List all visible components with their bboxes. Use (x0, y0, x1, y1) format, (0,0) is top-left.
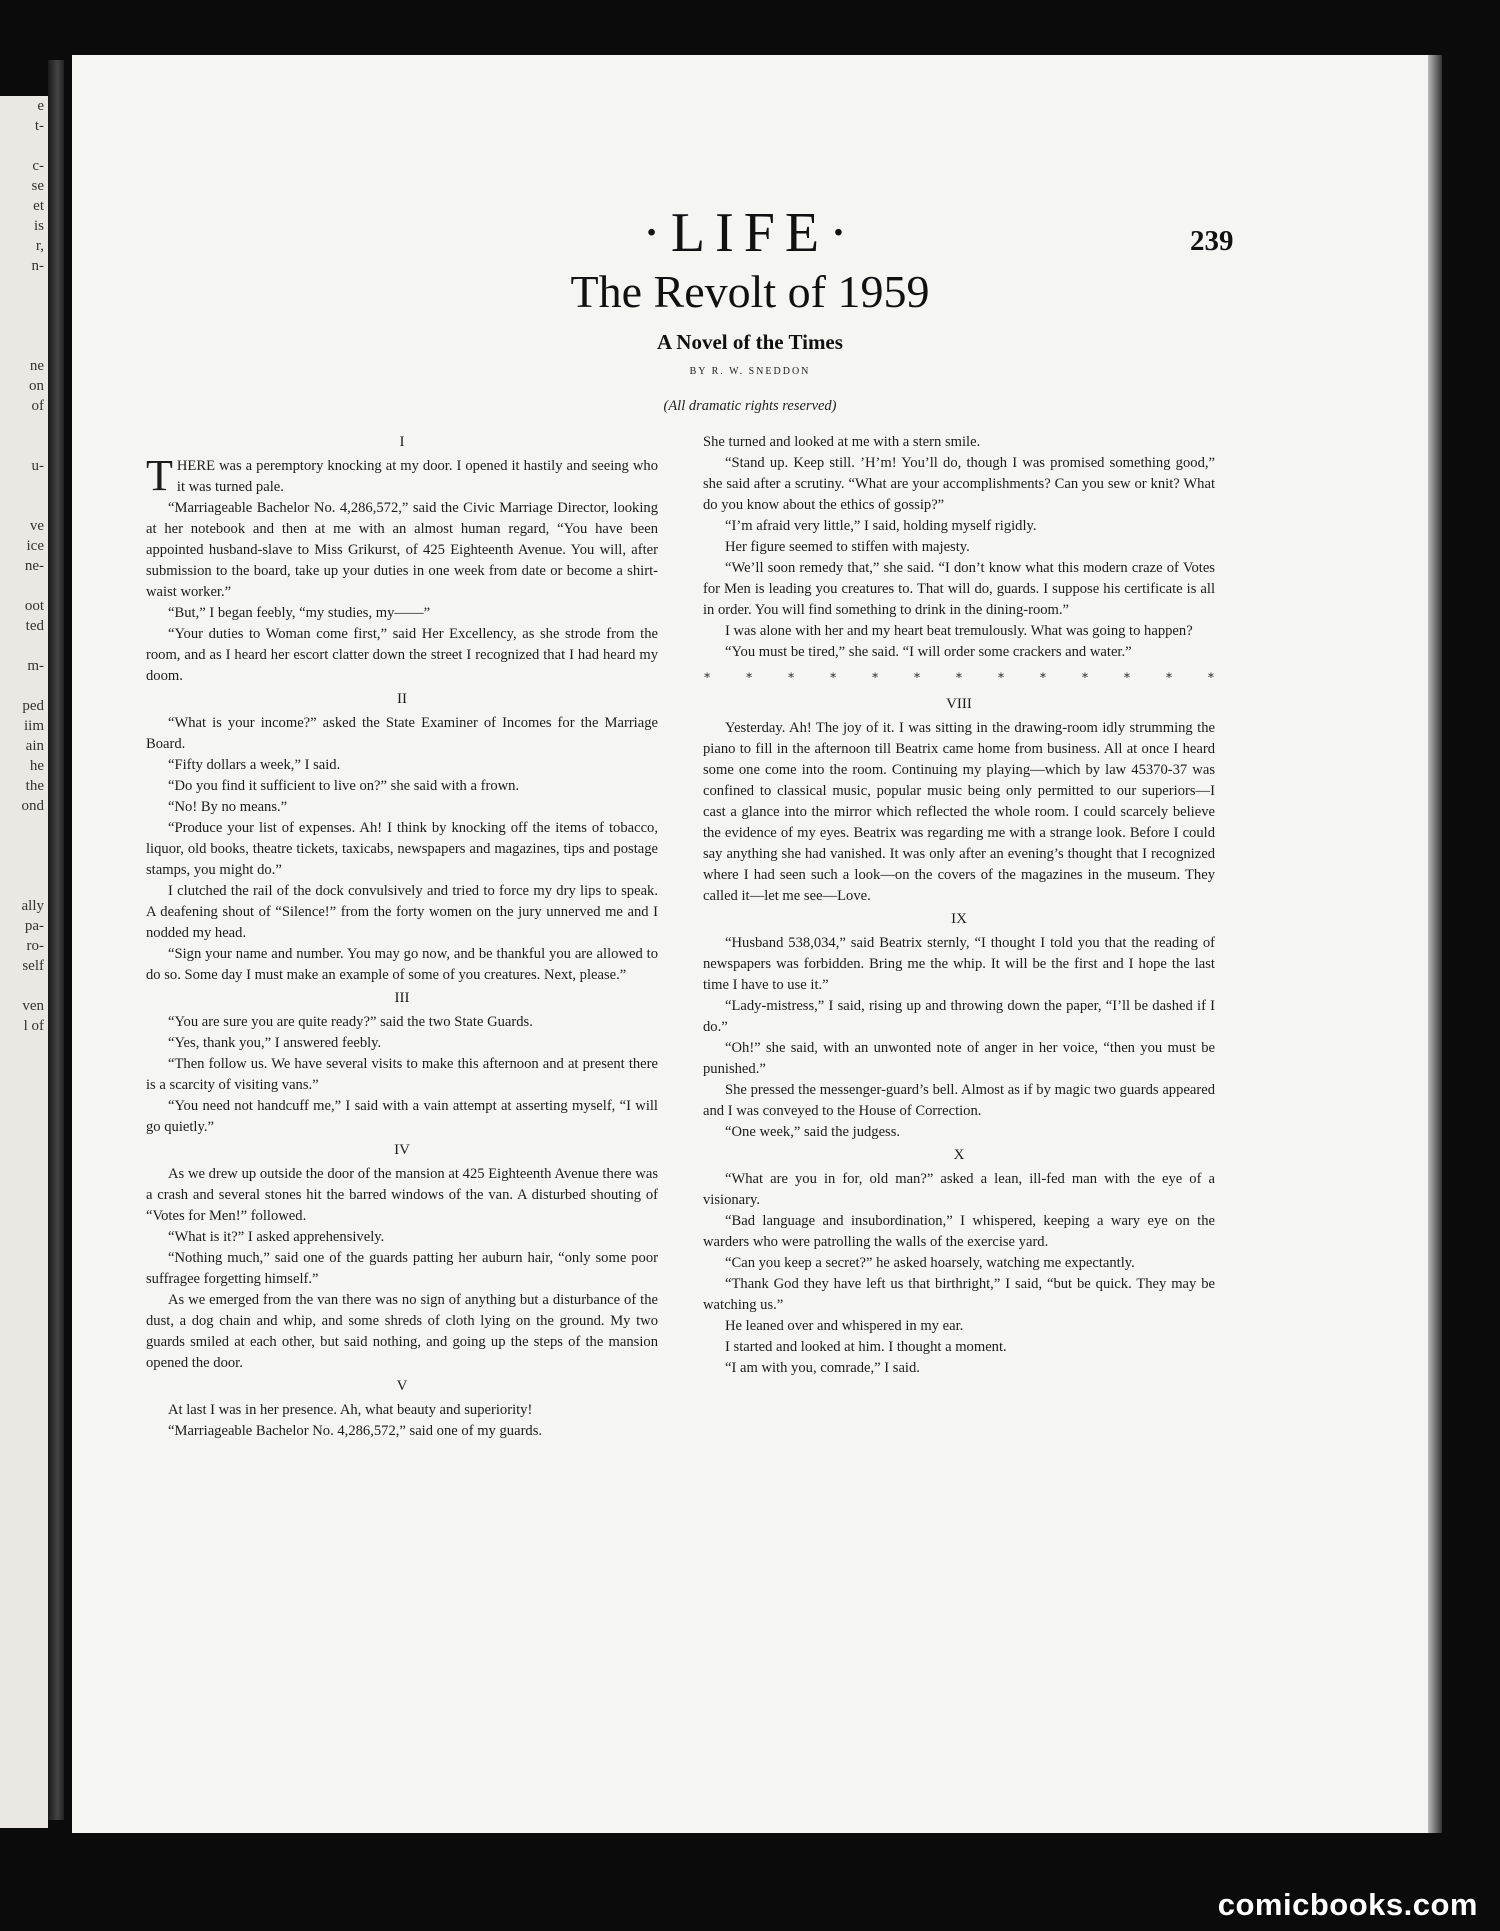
paragraph: “Oh!” she said, with an unwonted note of anger in her voice, “then you must be punished.” (703, 1040, 1215, 1077)
facing-page-fragment: ro- (26, 938, 44, 954)
facing-page-fragment (0, 496, 48, 516)
paragraph: “You need not handcuff me,” I said with a vain attempt at asserting myself, “I will go quietly.” (146, 1098, 658, 1135)
paragraph: “Marriageable Bachelor No. 4,286,572,” said the Civic Marriage Director, looking at her notebook and then at me with an almost human regard, “You have been appointed husband-slave to Miss Grikurst, of 425 Eighteenth Avenue. You will, after submission to the board, take up your duties in one week from date or become a shirt-waist worker.” (146, 500, 658, 600)
facing-page-fragment (0, 856, 48, 876)
paragraph: I started and looked at him. I thought a moment. (725, 1339, 1007, 1355)
paragraph: “Produce your list of expenses. Ah! I think by knocking off the items of tobacco, liquor, old books, theatre tickets, taxicabs, newspapers and magazines, tips and postage stamps, you might do.” (146, 820, 658, 878)
paragraph: As we emerged from the van there was no sign of anything but a disturbance of the dust, a dog chain and whip, and some shreds of cloth lying on the ground. My two guards smiled at each other, but said nothing, and going up the steps of the mansion opened the door. (146, 1292, 658, 1371)
paragraph: “Husband 538,034,” said Beatrix sternly, “I thought I told you that the reading of newspapers was forbidden. Bring me the whip. It will be the first and I hope the last time I have to use it.” (703, 935, 1215, 993)
paragraph: Her figure seemed to stiffen with majesty. (725, 539, 970, 555)
facing-page-fragment: self (22, 958, 44, 974)
article-title: The Revolt of 1959 (570, 266, 930, 317)
section-break-stars (703, 663, 1215, 692)
paragraph: I clutched the rail of the dock convulsively and tried to force my dry lips to speak. A deafening shout of “Silence!” from the forty women on the jury unnerved me and I nodded my head. (146, 883, 658, 941)
star-ornament: ∗ (703, 668, 712, 682)
paragraph: “Thank God they have left us that birthright,” I said, “but be quick. They may be watching us.” (703, 1276, 1215, 1313)
facing-page-fragment: ve (29, 518, 44, 534)
section-number: IX (951, 911, 967, 927)
facing-page-fragment: se (31, 178, 44, 194)
facing-page-fragment (0, 476, 48, 496)
facing-page-fragment: ped (22, 698, 44, 714)
page-number: 239 (1190, 225, 1234, 257)
paragraph: “But,” I began feebly, “my studies, my——” (168, 605, 431, 621)
facing-page-fragment: ne (29, 358, 44, 374)
paragraph: “Stand up. Keep still. ’H’m! You’ll do, though I was promised something good,” she said after a scrutiny. “What are your accomplishments? Can you sew or knit? What do you know about the ethics of gossip?” (703, 455, 1215, 513)
facing-page-fragment (0, 336, 48, 356)
facing-page-fragment: pa- (24, 918, 44, 934)
paragraph: “What is your income?” asked the State Examiner of Incomes for the Marriage Board. (146, 715, 658, 752)
paragraph: I was alone with her and my heart beat tremulously. What was going to happen? (725, 623, 1193, 639)
facing-page-fragment: he (29, 758, 44, 774)
opening-paragraph (146, 451, 658, 500)
section-number: V (396, 1378, 408, 1394)
magazine-page (72, 55, 1428, 1833)
star-ornament: ∗ (786, 668, 796, 682)
facing-page-fragment: et (33, 198, 44, 214)
facing-page-fragment: ond (21, 798, 44, 814)
facing-page-fragment (0, 136, 48, 156)
star-ornament: ∗ (744, 668, 754, 682)
paragraph: “No! By no means.” (168, 799, 288, 815)
star-ornament: ∗ (954, 668, 964, 682)
paragraph: Yesterday. Ah! The joy of it. I was sitting in the drawing-room idly strumming the piano to fill in the afternoon till Beatrix came home from business. All at once I heard some one come into the room. Continuing my playing—which by law 45370-37 was confined to classical music, popular music being only permitted to our superiors—I cast a glance into the mirror which reflected the whole room. I could scarcely believe the evidence of my eyes. Beatrix was regarding me with a strange look. Before I could say anything she had vanished. It was only after an evening’s thought that I recognized where I had seen such a look—on the covers of the magazines in the museum. They called it—let me see—Love. (703, 720, 1215, 904)
facing-page-fragment (0, 836, 48, 856)
facing-page-fragment (0, 636, 48, 656)
byline: BY R. W. SNEDDON (689, 366, 811, 377)
facing-page-fragment (0, 576, 48, 596)
left-text-column (146, 430, 658, 1442)
paragraph: “I’m afraid very little,” I said, holding myself rigidly. (725, 518, 1037, 534)
paragraph: “Nothing much,” said one of the guards patting her auburn hair, “only some poor suffragee forgetting himself.” (146, 1250, 658, 1287)
paragraph: “Bad language and insubordination,” I whispered, keeping a wary eye on the warders who were patrolling the walls of the exercise yard. (703, 1213, 1215, 1250)
facing-page-fragment: ven (22, 998, 44, 1014)
section-number: IV (394, 1142, 410, 1158)
facing-page-fragment (0, 816, 48, 836)
star-ornament: ∗ (912, 668, 922, 682)
facing-page-fragment: l of (23, 1018, 44, 1034)
facing-page-fragment (0, 436, 48, 456)
drop-cap: T (146, 451, 173, 500)
paragraph: “Your duties to Woman come first,” said Her Excellency, as she strode from the room, and as I heard her escort clatter down the street I recognized that I had heard my doom. (146, 626, 658, 684)
facing-page-fragment (0, 876, 48, 896)
paragraph: As we drew up outside the door of the mansion at 425 Eighteenth Avenue there was a crash and several stones hit the barred windows of the van. A disturbed shouting of “Votes for Men!” followed. (146, 1166, 658, 1224)
facing-page-fragment (0, 276, 48, 296)
star-ornament: ∗ (828, 668, 838, 682)
star-ornament: ∗ (1164, 668, 1173, 682)
facing-page-fragment: ally (21, 898, 44, 914)
watermark: comicbooks.com (1217, 1887, 1478, 1922)
paragraph: At last I was in her presence. Ah, what beauty and superiority! (168, 1402, 533, 1418)
facing-page-fragment: iim (23, 718, 44, 734)
star-ornament: ∗ (1080, 668, 1090, 682)
facing-page-fragment: ne- (24, 558, 44, 574)
facing-page-fragment: t- (34, 118, 44, 134)
paragraph: “Yes, thank you,” I answered feebly. (168, 1035, 382, 1051)
facing-page-fragment: oot (24, 598, 44, 614)
section-number: I (399, 434, 405, 450)
facing-page-edge (0, 96, 48, 1828)
facing-page-fragment: m- (27, 658, 44, 674)
paragraph: “Then follow us. We have several visits to make this afternoon and at present there is a scarcity of visiting vans.” (146, 1056, 658, 1093)
right-text-column (703, 432, 1215, 1379)
paragraph: “What are you in for, old man?” asked a lean, ill-fed man with the eye of a visionary. (703, 1171, 1215, 1208)
star-ornament: ∗ (1122, 668, 1131, 682)
paragraph: “We’ll soon remedy that,” she said. “I don’t know what this modern craze of Votes for Men is leading you creatures to. That will do, guards. I suppose his certificate is all in order. You will find something to drink in the dining-room.” (703, 560, 1215, 618)
facing-page-fragment: ain (25, 738, 44, 754)
facing-page-fragment: u- (31, 458, 44, 474)
paragraph-text: HERE was a peremptory knocking at my door. I opened it hastily and seeing who it was turned pale. (176, 458, 658, 495)
paragraph: “Can you keep a secret?” he asked hoarsely, watching me expectantly. (725, 1255, 1135, 1271)
paragraph: “You must be tired,” she said. “I will order some crackers and water.” (725, 644, 1132, 660)
paragraph: “What is it?” I asked apprehensively. (168, 1229, 385, 1245)
facing-page-fragment: c- (32, 158, 44, 174)
facing-page-fragment: r, (35, 238, 44, 254)
star-ornament: ∗ (1206, 668, 1215, 682)
masthead: ·LIFE· (642, 202, 858, 264)
star-ornament: ∗ (996, 668, 1006, 682)
facing-page-fragment: the (25, 778, 44, 794)
facing-page-fragment (0, 676, 48, 696)
paragraph: “Lady-mistress,” I said, rising up and throwing down the paper, “I’ll be dashed if I do.” (703, 998, 1215, 1035)
paragraph: “Fifty dollars a week,” I said. (168, 757, 341, 773)
paragraph: She turned and looked at me with a stern smile. (703, 434, 981, 450)
facing-page-fragment (0, 316, 48, 336)
rights-notice: (All dramatic rights reserved) (663, 398, 837, 414)
section-number: VIII (946, 696, 972, 712)
paragraph: He leaned over and whispered in my ear. (725, 1318, 964, 1334)
page-gutter (48, 60, 64, 1820)
facing-page-fragment: e (37, 98, 44, 114)
paragraph: “Do you find it sufficient to live on?” she said with a frown. (168, 778, 520, 794)
star-ornament: ∗ (1038, 668, 1048, 682)
facing-page-fragment (0, 976, 48, 996)
star-ornament: ∗ (870, 668, 880, 682)
facing-page-fragment: on (29, 378, 44, 394)
section-number: X (953, 1147, 965, 1163)
facing-page-fragment (0, 296, 48, 316)
paragraph: “You are sure you are quite ready?” said the two State Guards. (168, 1014, 533, 1030)
facing-page-fragment: ice (26, 538, 44, 554)
paragraph: “Marriageable Bachelor No. 4,286,572,” said one of my guards. (168, 1423, 543, 1439)
facing-page-fragment: is (33, 218, 44, 234)
section-number: II (397, 691, 407, 707)
facing-page-fragment: ted (25, 618, 44, 634)
section-number: III (394, 990, 410, 1006)
paragraph: “I am with you, comrade,” I said. (725, 1360, 920, 1376)
paragraph: “Sign your name and number. You may go now, and be thankful you are allowed to do so. Some day I must make an example of some of you creatures. Next, please.” (146, 946, 658, 983)
facing-page-fragment: of (31, 398, 44, 414)
paragraph: “One week,” said the judgess. (725, 1124, 901, 1140)
article-subtitle: A Novel of the Times (657, 330, 843, 354)
facing-page-fragment (0, 416, 48, 436)
page-edge-shadow (1428, 55, 1442, 1833)
paragraph: She pressed the messenger-guard’s bell. Almost as if by magic two guards appeared and I was conveyed to the House of Correction. (703, 1082, 1215, 1119)
facing-page-fragment: n- (31, 258, 44, 274)
